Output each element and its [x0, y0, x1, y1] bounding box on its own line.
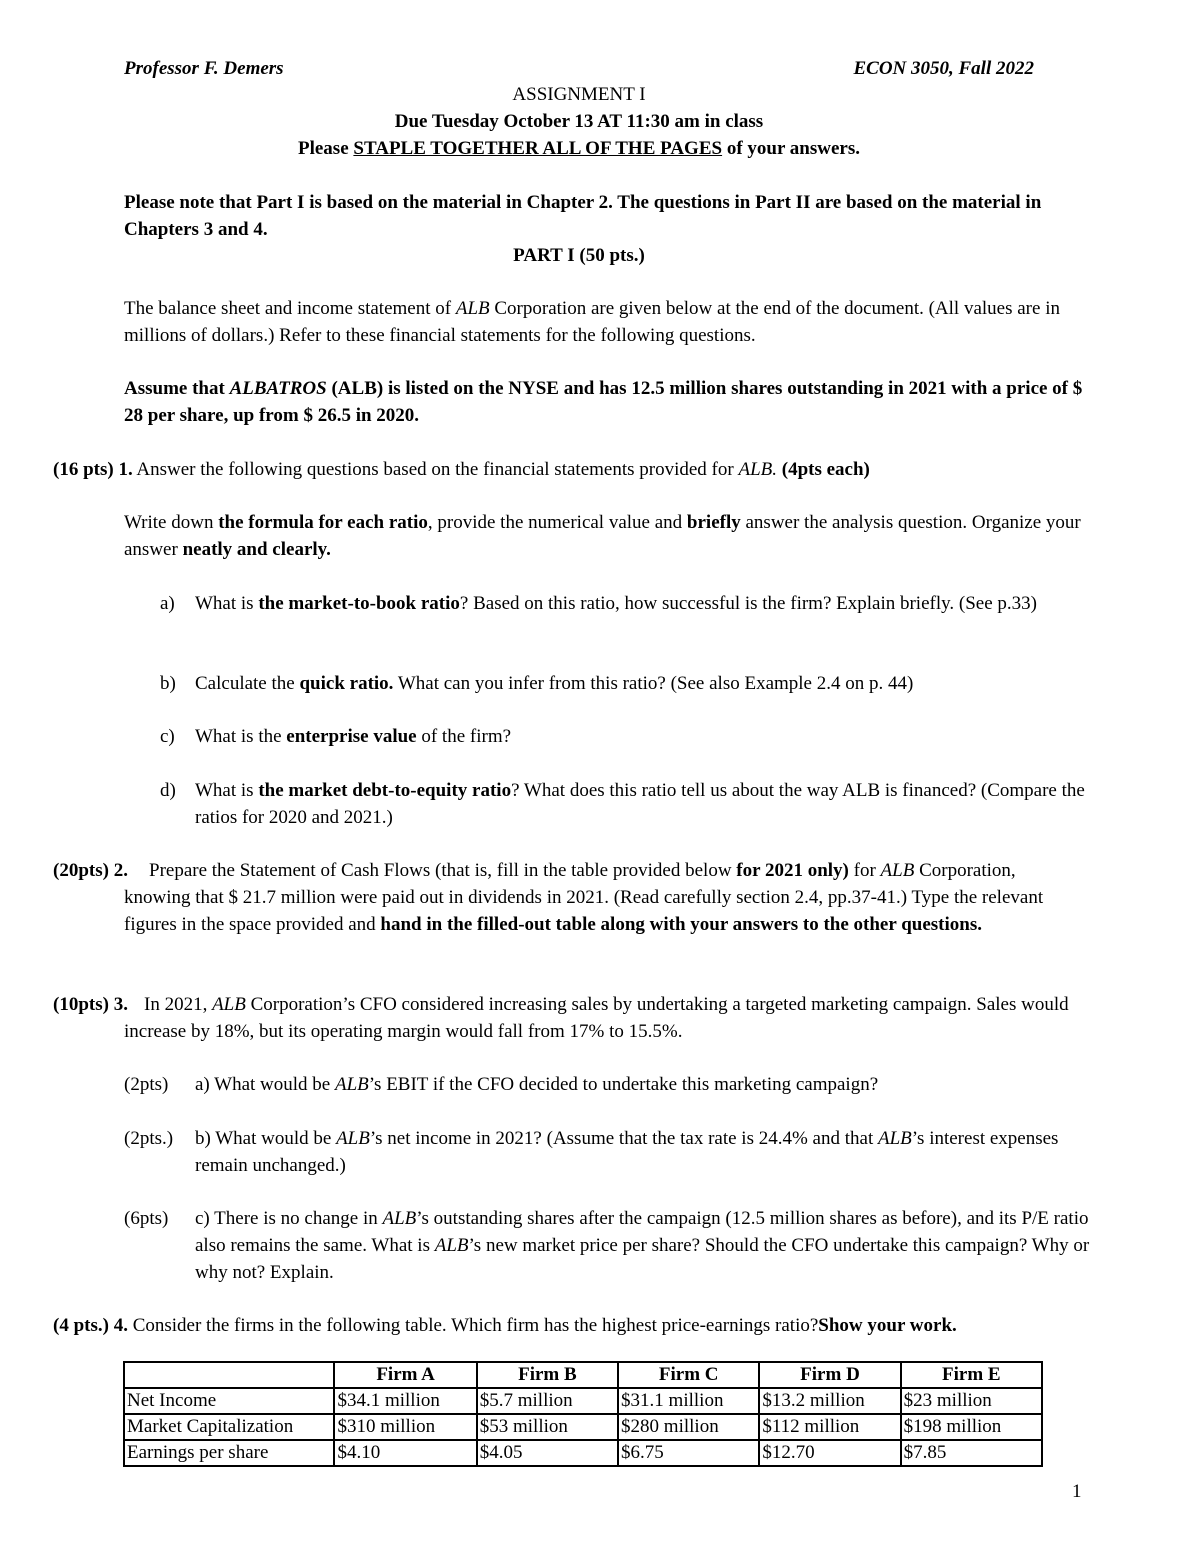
table-header-row [124, 1362, 1042, 1388]
table-cell: Earnings per share [124, 1440, 334, 1466]
part1-heading: PART I (50 pts.) [513, 245, 645, 266]
table-cell: $310 million [334, 1414, 476, 1440]
table-cell: $34.1 million [334, 1388, 476, 1414]
table-cell: $53 million [477, 1414, 618, 1440]
table-header-cell: Firm A [334, 1362, 476, 1388]
staple-instruction: Please STAPLE TOGETHER ALL OF THE PAGES of your answers. [297, 138, 861, 159]
table-header-cell: Firm C [618, 1362, 759, 1388]
document-page: Professor F. Demers ECON 3050, Fall 2022 ASSIGNMENT I Due Tuesday October 13 AT 11:30 am in class Please STAPLE TOGETHER ALL OF THE PAGES of your answers. Please note that Part I is based on the material in Chapter 2. The questions in Part II are based on the material in Chapters 3 and 4. PART I (50 pts.) The balance sheet and income statement of ALB Corporation are given below at the end of the document. (All values are in millions of dollars.) Refer to these financial statements for the following questions. Assume that ALBATROS (ALB) is listed on the NYSE and has 12.5 million shares outstanding in 2021 with a price of $ 28 per share, up from $ 26.5 in 2020. (16 pts) 1. Answer the following questions based on the financial statements provided for ALB. (4pts each) Write down the formula for each ratio, provide the numerical value and briefly answer the analysis question. Organize your answer neatly and clearly. a) What is the market-to-book ratio? Based on this ratio, how successful is the firm? Explain briefly. (See p.33) b) Calculate the quick ratio. What can you infer from this ratio? (See also Example 2.4 on p. 44) c) What is the enterprise value of the firm? d) What is the market debt-to-equity ratio? What does this ratio tell us about the way ALB is financed? (Compare the ratios for 2020 and 2021.) (20pts) 2. Prepare the Statement of Cash Flows (that is, fill in the table provided below for 2021 only) for ALB Corporation, knowing that $ 21.7 million were paid out in dividends in 2021. (Read carefully section 2.4, pp.37-41.) Type the relevant figures in the space provided and hand in the filled-out table along with your answers to the other questions. (10pts) 3. In 2021, ALB Corporation’s CFO considered increasing sales by undertaking a targeted marketing campaign. Sales would increase by 18%, but its operating margin would fall from 17% to 15.5%. (2pts) a) What would be ALB’s EBIT if the CFO decided to undertake this marketing campaign? (2pts.) b) What would be ALB’s net income in 2021? (Assume that the tax rate is 24.4% and that ALB’s interest expenses remain unchanged.) (6pts) c) There is no change in ALB’s outstanding shares after the campaign (12.5 million shares as before), and its P/E ratio also remains the same. What is ALB’s new market price per share? Should the CFO undertake this campaign? Why or why not? Explain. (4 pts.) 4. Consider the firms in the following table. Which firm has the highest price-earnings ratio?Show your work. Firm A Firm B Firm C Firm D Firm E Net Income $34.1 million $5.7 million $31.1 million $13.2 million $23 million Market Capitalization $310 million $53 million $280 million $112 million $198 million Earnings per share $4.10 $4.05 $6.75 $12.70 $7.85 1 [0, 0, 1200, 1553]
question-2: Prepare the Statement of Cash Flows (that is, fill in the table provided below for 2021 only) for ALB Corporation, knowing that $ 21.7 million were paid out in dividends in 2021. (Read carefully section 2.4, pp.37-41.) Type the relevant figures in the space provided and hand in the filled-out table along with your answers to the other questions. [124, 860, 1044, 935]
table-header-cell: Firm E [901, 1362, 1042, 1388]
course-name: ECON 3050, Fall 2022 [853, 58, 1034, 79]
table-row [124, 1388, 1042, 1414]
question-1: (16 pts) 1. Answer the following questions based on the financial statements provided for ALB. (4pts each) [53, 459, 870, 480]
table-cell: $12.70 [759, 1440, 900, 1466]
table-cell: $23 million [901, 1388, 1042, 1414]
due-date: Due Tuesday October 13 AT 11:30 am in class [394, 111, 764, 132]
table-cell: $13.2 million [759, 1388, 900, 1414]
assignment-title: ASSIGNMENT I [512, 84, 646, 105]
table-cell: $280 million [618, 1414, 759, 1440]
table-cell: $6.75 [618, 1440, 759, 1466]
professor-name: Professor F. Demers [124, 58, 284, 79]
question-3: In 2021, ALB Corporation’s CFO considered increasing sales by undertaking a targeted marketing campaign. Sales would increase by 18%, but its operating margin would fall from 17% to 15.5%. [124, 994, 1069, 1042]
question-3c: c) There is no change in ALB’s outstanding shares after the campaign (12.5 million shares as before), and its P/E ratio also remains the same. What is ALB’s new market price per share? Should the CFO undertake this campaign? Why or why not? Explain. [195, 1208, 1090, 1283]
table-row [124, 1440, 1042, 1466]
table-header-cell [124, 1362, 334, 1388]
question-2-points: (20pts) 2. [53, 860, 128, 881]
table-cell: $112 million [759, 1414, 900, 1440]
table-header-cell: Firm B [477, 1362, 618, 1388]
question-3-points: (10pts) 3. [53, 994, 128, 1015]
question-3a-points: (2pts) [124, 1074, 169, 1095]
table-cell: Market Capitalization [124, 1414, 334, 1440]
page-number: 1 [1072, 1481, 1082, 1502]
table-cell: $4.05 [477, 1440, 618, 1466]
table-cell: $4.10 [334, 1440, 476, 1466]
question-3b: b) What would be ALB’s net income in 2021? (Assume that the tax rate is 24.4% and that ALB’s interest expenses remain unchanged.) [195, 1128, 1059, 1176]
part-note: Please note that Part I is based on the material in Chapter 2. The questions in Part II are based on the material in Chapters 3 and 4. [124, 192, 1042, 240]
table-cell: $198 million [901, 1414, 1042, 1440]
question-3b-points: (2pts.) [124, 1128, 174, 1149]
table-cell: $31.1 million [618, 1388, 759, 1414]
firms-table [123, 1361, 1043, 1467]
assumption-paragraph: Assume that ALBATROS (ALB) is listed on the NYSE and has 12.5 million shares outstanding in 2021 with a price of $ 28 per share, up from $ 26.5 in 2020. [124, 378, 1083, 426]
table-row [124, 1414, 1042, 1440]
table-cell: Net Income [124, 1388, 334, 1414]
question-4: (4 pts.) 4. Consider the firms in the following table. Which firm has the highest price-earnings ratio?Show your work. [53, 1315, 957, 1336]
intro-paragraph: The balance sheet and income statement of ALB Corporation are given below at the end of the document. (All values are in millions of dollars.) Refer to these financial statements for the following questions. [124, 298, 1060, 346]
question-3c-points: (6pts) [124, 1208, 169, 1229]
table-header-cell: Firm D [759, 1362, 900, 1388]
question-3a: a) What would be ALB’s EBIT if the CFO decided to undertake this marketing campaign? [195, 1074, 879, 1095]
question-1-instructions: Write down the formula for each ratio, provide the numerical value and briefly answer the analysis question. Organize your answer neatly and clearly. [124, 512, 1081, 560]
table-cell: $7.85 [901, 1440, 1042, 1466]
table-cell: $5.7 million [477, 1388, 618, 1414]
